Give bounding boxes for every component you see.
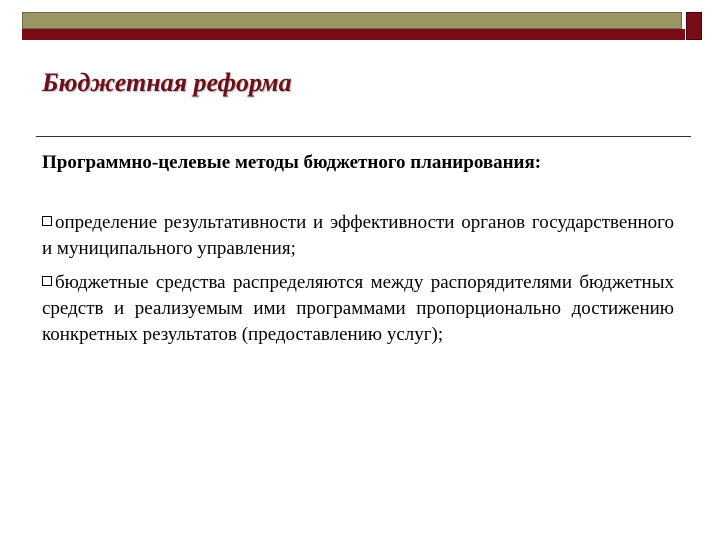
bullet-text-1: определение результативности и эффективности органов государственного и муниципального управления;: [42, 212, 674, 259]
bullet-item-2: [42, 270, 674, 348]
header-bar-olive: [22, 12, 682, 29]
square-bullet-icon: [42, 216, 52, 226]
bullet-text-2: бюджетные средства распределяются между распорядителями бюджетных средств и реализуемым ими программами пропорционально достижению конкретных результатов (предоставлению услуг);: [42, 272, 674, 345]
section-heading: Программно-целевые методы бюджетного планирования:: [42, 152, 542, 173]
header-corner-square: [686, 12, 702, 40]
header-bar-maroon: [22, 29, 685, 40]
slide-body: [42, 150, 674, 356]
slide-title: Бюджетная реформа: [42, 68, 292, 97]
square-bullet-icon: [42, 276, 52, 286]
bullet-item-1: [42, 210, 674, 262]
title-divider: [36, 136, 691, 137]
